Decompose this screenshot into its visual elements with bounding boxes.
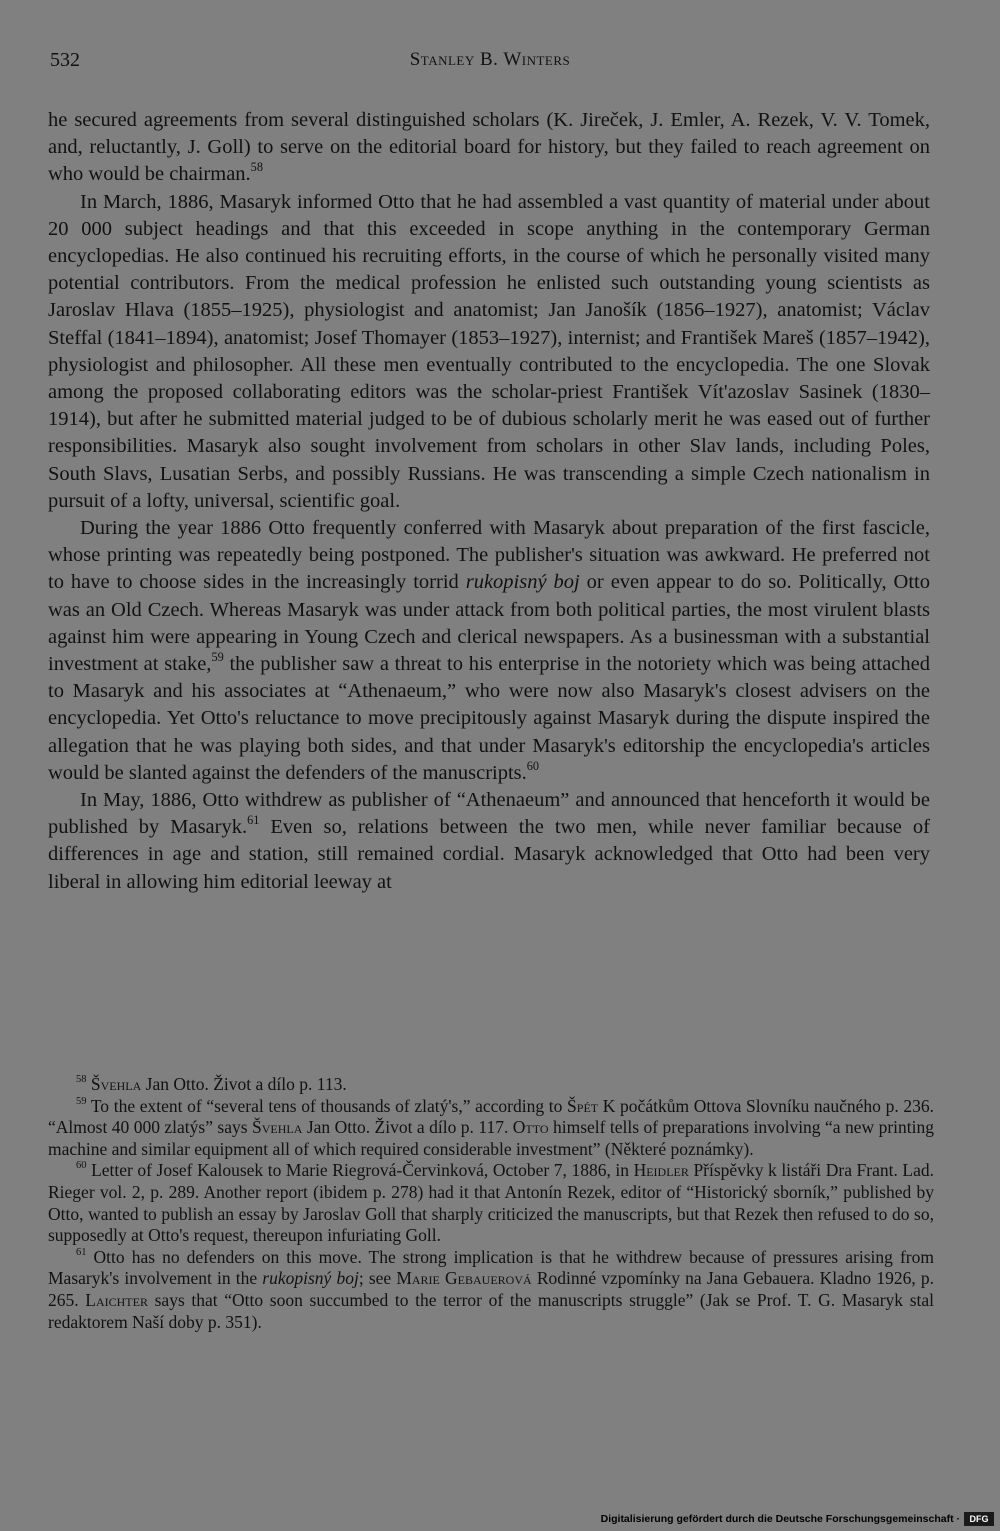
- paragraph-4: In May, 1886, Otto withdrew as publisher of “Athenaeum” and announced that henceforth it would be published by Masaryk.$^{61}$ Even so, relations between the two men, while never familiar because of differences in age and station, still remained cordial. Masaryk acknowledged that Otto had been very liberal in allowing him editorial leeway at: [48, 789, 930, 893]
- italic-term: rukopisný boj: [465, 571, 580, 594]
- footnote-60: $^{60}$ Letter of Josef Kalousek to Marie Riegrová-Červinková, October 7, 1886, in Heidler Příspěvky k listáři Dra Frant. Lad. Rieger vol. 2, p. 289. Another report (ibidem p. 278) had it that Antonín Rezek, editor of “Historický sborník,” published by Otto, wanted to publish an essay by Jaroslav Goll that sharply criticized the manuscripts, but that Rezek then refused to do so, supposedly at Otto's request, thereupon infuriating Goll.: [48, 1160, 934, 1246]
- paragraph-1: he secured agreements from several distinguished scholars (K. Jireček, J. Emler, A. Rezek, V. V. Tomek, and, reluctantly, J. Goll) to serve on the editorial board for history, but they failed to reach agreement on who would be chairman.$^{58}$: [48, 109, 930, 186]
- running-head-author: Stanley B. Winters: [409, 49, 571, 70]
- page-number: 532: [50, 49, 80, 71]
- paragraph-3: During the year 1886 Otto frequently conferred with Masaryk about preparation of the first fascicle, whose printing was repeatedly being postponed. The publisher's situation was awkward. He preferred not to have to choose sides in the increasingly torrid rukopisný boj or even appear to do so. Politically, Otto was an Old Czech. Whereas Masaryk was under attack from both political parties, the most virulent blasts against him were appearing in Young Czech and clerical newspapers. As a businessman with a substantial investment at stake,$^{59}$ the publisher saw a threat to his enterprise in the notoriety which was being attached to Masaryk and his associates at “Athenaeum,” who were now also Masaryk's closest advisers on the encyclopedia. Yet Otto's reluctance to move precipitously against Masaryk during the dispute inspired the allegation that he was playing both sides, and that under Masaryk's editorship the encyclopedia's articles would be slanted against the defenders of the manuscripts.$^{60}$: [48, 517, 930, 784]
- footnote-59: $^{59}$ To the extent of “several tens of thousands of zlatý's,” according to Špét K počátkům Ottova Slovníku naučného p. 236. “Almost 40 000 zlatýs” says Švehla Jan Otto. Život a dílo p. 117. Otto himself tells of preparations involving “a new printing machine and similar equipment all of which required considerable investment” (Některé poznámky).: [48, 1095, 934, 1159]
- footnote-ref-61[interactable]: 61: [247, 813, 260, 828]
- dfg-logo: DFG: [964, 1512, 994, 1526]
- paragraph-2: In March, 1886, Masaryk informed Otto that he had assembled a vast quantity of material under about 20 000 subject headings and that this exceeded in scope anything in the contemporary German encyclopedias. He also continued his recruiting efforts, in the course of which he personally visited many potential contributors. From the medical profession he enlisted such outstanding young scientists as Jaroslav Hlava (1855–1925), physiologist and anatomist; Jan Janošík (1856–1927), anatomist; Václav Steffal (1841–1894), anatomist; Josef Thomayer (1853–1927), internist; and František Mareš (1857–1942), physiologist and philosopher. All these men eventually contributed to the encyclopedia. The one Slovak among the proposed collaborating editors was the scholar-priest František Vít'azoslav Sasinek (1830–1914), but after he submitted material judged to be of dubious scholarly merit he was eased out of further responsibilities. Masaryk also sought involvement from scholars in other Slav lands, including Poles, South Slavs, Lusatian Serbs, and possibly Russians. He was transcending a simple Czech nationalism in pursuit of a lofty, universal, scientific goal.: [48, 190, 930, 512]
- footnote-ref-60[interactable]: 60: [526, 758, 540, 773]
- footnote-ref-58[interactable]: 58: [250, 160, 263, 175]
- body-text: [48, 107, 930, 896]
- footnote-ref-59[interactable]: 59: [211, 649, 224, 664]
- footnotes: [48, 1074, 934, 1333]
- digitization-credit: Digitalisierung gefördert durch die Deutsche Forschungsgemeinschaft ·: [600, 1513, 960, 1525]
- footnote-61: $^{61}$ Otto has no defenders on this move. The strong implication is that he withdrew because of pressures arising from Masaryk's involvement in the rukopisný boj; see Marie Gebauerová Rodinné vzpomínky na Jana Gebauera. Kladno 1926, p. 265. Laichter says that “Otto soon succumbed to the terror of the manuscripts struggle” (Jak se Prof. T. G. Masaryk stal redaktorem Naší doby p. 351).: [48, 1246, 934, 1332]
- footnote-58: $^{58}$ Švehla Jan Otto. Život a dílo p. 113.: [76, 1074, 347, 1094]
